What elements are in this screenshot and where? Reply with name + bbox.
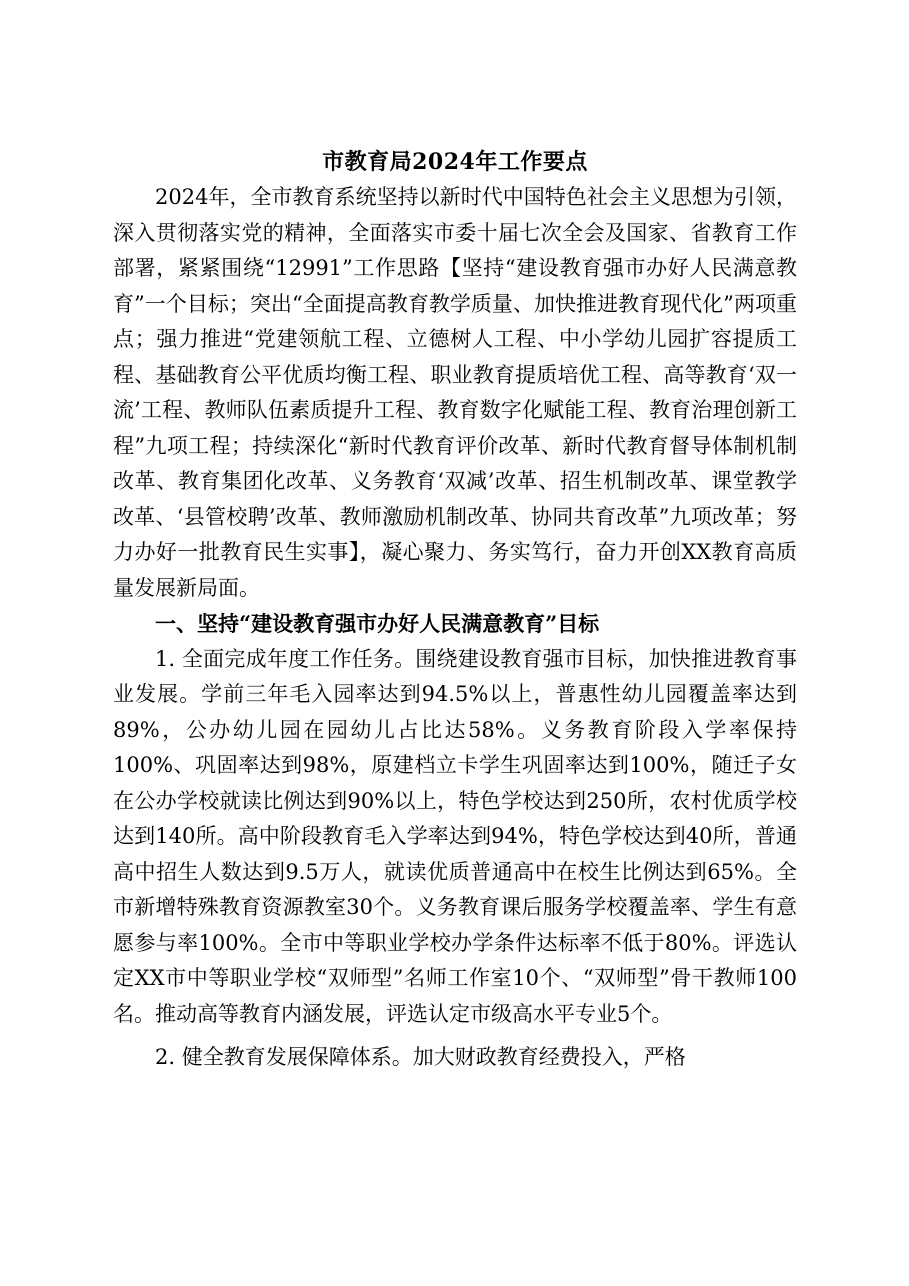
list-item-2: 2. 健全教育发展保障体系。加大财政教育经费投入，严格 [155,1045,686,1069]
document-title: 市教育局2024年工作要点 [322,149,588,175]
list-item-1: 1. 全面完成年度工作任务。围绕建设教育强市目标，加快推进教育事业发展。学前三年毛入园率达到94.5%以上，普惠性幼儿园覆盖率达到89%，公办幼儿园在园幼儿占比达58%。义务教育阶段入学率保持100%、巩固率达到98%，原建档立卡学生巩固率达到100%，随迁子女在公办学校就读比例达到90%以上，特色学校达到250所，农村优质学校达到140所。高中阶段教育毛入学率达到94%，特色学校达到40所，普通高中招生人数达到9.5万人，就读优质普通高中在校生比例达到65%。全市新增特殊教育资源教室30个。义务教育课后服务学校覆盖率、学生有意愿参与率100%。全市中等职业学校办学条件达标率不低于80%。评选认定XX市中等职业学校“双师型”名师工作室10个、“双师型”骨干教师100名。推动高等教育内涵发展，评选认定市级高水平专业5个。 [113,646,797,1026]
paragraph-spacer [113,1032,797,1040]
section-heading-1: 一、坚持“建设教育强市办好人民满意教育”目标 [155,611,600,636]
document-body [113,145,797,1076]
intro-paragraph: 2024年，全市教育系统坚持以新时代中国特色社会主义思想为引领，深入贯彻落实党的精神，全面落实市委十届七次全会及国家、省教育工作部署，紧紧围绕“12991”工作思路【坚持“建设教育强市办好人民满意教育”一个目标；突出“全面提高教育教学质量、加快推进教育现代化”两项重点；强力推进“党建领航工程、立德树人工程、中小学幼儿园扩容提质工程、基础教育公平优质均衡工程、职业教育提质培优工程、高等教育‘双一流’工程、教师队伍素质提升工程、教育数字化赋能工程、教育治理创新工程”九项工程；持续深化“新时代教育评价改革、新时代教育督导体制机制改革、教育集团化改革、义务教育‘双减’改革、招生机制改革、课堂教学改革、‘县管校聘’改革、教师激励机制改革、协同共育改革”九项改革；努力办好一批教育民生实事】，凝心聚力、务实笃行，奋力开创XX教育高质量发展新局面。 [113,185,797,600]
